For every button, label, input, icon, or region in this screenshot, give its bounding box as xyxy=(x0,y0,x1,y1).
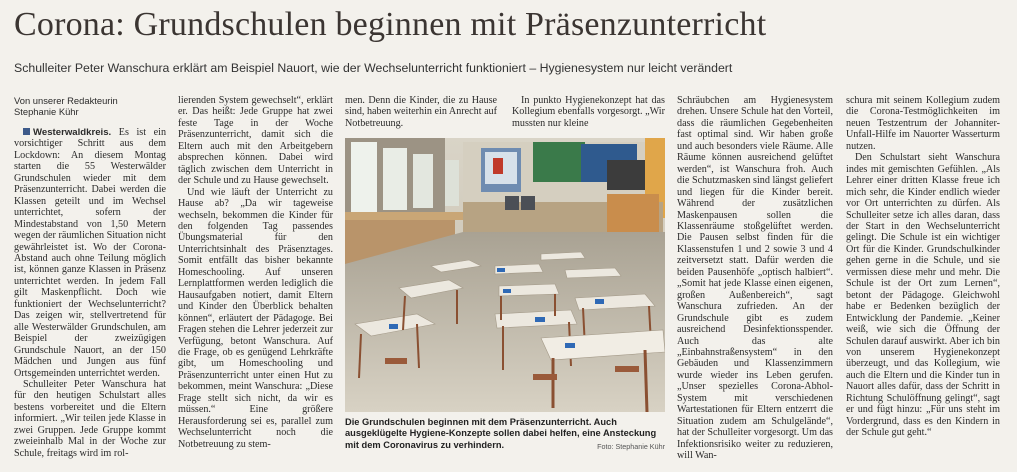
article-column-6 xyxy=(846,95,1000,467)
paragraph: Den Schulstart sieht Wanschura indes mit gemischten Gefühlen. „Als Lehrer einer dritten Klasse freue ich mich sehr, die Kinder endlich wieder vor Ort unterrichten zu dürfen. Als Schulleiter setze ich alles daran, dass der Start in den Wechselunterricht gelingt. Die Schule ist ein wichtiger Ort für die Kinder. Grundschulkinder gehen gerne in die Schule, und sie vermissen diese mehr und mehr. Die Schule ist der Ort zum Lernen“, betont der Pädagoge. Gleichwohl habe er Bedenken bezüglich der Entwicklung der Pandemie. „Keiner weiß, wie sich die Öffnung der Schulen darauf auswirkt. Aber ich bin von unserem Hygienekonzept überzeugt, und das Kollegium, wie auch die Eltern und die Kinder tun in Nauort alles dafür, dass der Schritt in Richtung Schulöffnung gelingt“, sagt er und fügt hinzu: „Für uns steht im Vordergrund, dass es den Kindern in der Schule gut geht.“ xyxy=(846,152,1000,439)
photo-credit: Foto: Stephanie Kühr xyxy=(597,441,665,451)
byline-author: Stephanie Kühr xyxy=(14,106,79,117)
paragraph: men. Denn die Kinder, die zu Hause sind, haben weiterhin ein Anrecht auf Notbetreuung. xyxy=(345,95,497,129)
subheadline: Schulleiter Peter Wanschura erklärt am Beispiel Nauort, wie der Wechselunterricht funktioniert – Hygienesystem nur leicht verändert xyxy=(14,61,733,75)
photo-caption-text: Die Grundschulen beginnen mit dem Präsenzunterricht. Auch ausgeklügelte Hygiene-Konzepte sollen dabei helfen, eine Ansteckung mit dem Coronavirus zu verhindern. xyxy=(345,417,657,450)
paragraph: Schulleiter Peter Wanschura hat für den heutigen Schulstart alles bestens vorbereitet und die Eltern informiert. „Wir teilen jede Klasse in zwei Gruppen. Jede Gruppe kommt zweieinhalb Mal in der Woche zur Schule, freitags wird im rol- xyxy=(14,378,166,459)
article-column-4-top xyxy=(512,95,665,135)
byline xyxy=(14,95,166,117)
article-column-3-top xyxy=(345,95,497,135)
paragraph: In punkto Hygienekonzept hat das Kollegium ebenfalls vorgesorgt. „Wir mussten nur kleine xyxy=(512,95,665,129)
article-column-5 xyxy=(677,95,833,467)
classroom-photo xyxy=(345,138,665,412)
article-column-1 xyxy=(14,95,166,467)
classroom-photo-image xyxy=(345,138,665,412)
paragraph: lierenden System gewechselt“, erklärt er. Das heißt: Jede Gruppe hat zwei feste Tage in der Woche Präsenzunterricht, damit sich die Eltern auch mit den Arbeitgebern absprechen können. Dabei wird täglich zwischen dem Unterricht in der Schule und zu Hause gewechselt. xyxy=(178,95,333,187)
location-square-icon xyxy=(23,128,30,135)
lead-paragraph xyxy=(14,127,166,379)
location-tag: Westerwaldkreis. xyxy=(33,127,112,138)
byline-line-1: Von unserer Redakteurin xyxy=(14,95,118,106)
paragraph: Schräubchen am Hygienesystem drehen. Unsere Schule hat den Vorteil, dass die räumlichen Gegebenheiten fast optimal sind. Wir haben große und auch besonders viele Räume. Alle Räume können ausreichend gelüftet werden“, ist Wanschura froh. Auch die Schutzmasken sind längst geliefert und liegen für die Kinder bereit. Während der zusätzlichen Maskenpausen sollen die Klassenräume stoßgelüftet werden. Die Pausen selbst finden für die Klassenstufen 1 und 2 sowie 3 und 4 zeitversetzt statt. Dafür werden die beiden Pausenhöfe „optisch halbiert“. „Somit hat jede Klasse einen eigenen, großen Außenbereich“, sagt Wanschura zufrieden. An der Grundschule gibt es zudem ausreichend Desinfektionsspender. Auch das alte „Einbahnstraßensystem“ in den Gebäuden und Klassenzimmern wurde wieder ins Leben gerufen. „Unser spezielles Corona-Abhol-System mit verschiedenen Wartestationen für Eltern entzerrt die Situation zudem am Schulgelände“, hat der Schulleiter vorgesorgt. Um das Infektionsrisiko weiter zu reduzieren, will Wan- xyxy=(677,95,833,462)
photo-caption xyxy=(345,417,665,452)
paragraph: schura mit seinem Kollegium zudem die Corona-Testmöglichkeiten im neuen Testzentrum der Johanniter-Unfall-Hilfe im Nauorter Wasserturm nutzen. xyxy=(846,95,1000,152)
headline: Corona: Grundschulen beginnen mit Präsenzunterricht xyxy=(14,6,767,43)
article-column-2 xyxy=(178,95,333,467)
paragraph: Und wie läuft der Unterricht zu Hause ab? „Da wir tageweise wechseln, bekommen die Kinder für den folgenden Tag passendes Übungsmaterial für den Unterrichtsinhalt des Präsenztages. Somit entfällt das bisher bekannte Homeschooling. Auf unseren Lernplattformen werden lediglich die Hausaufgaben notiert, damit Eltern und Kinder den Überblick behalten können“, erläutert der Pädagoge. Bei Fragen stehen die Lehrer jederzeit zur Verfügung, betont Wanschura. Auf die Frage, ob es genügend Lehrkräfte gibt, um Homeschooling und Präsenzunterricht unter einen Hut zu bekommen, meint Wanschura: „Diese Frage stellt sich nicht, da wir es müssen.“ Eine größere Herausforderung sei es, parallel zum Wechselunterricht noch die Notbetreuung zu stem- xyxy=(178,186,333,450)
paragraph-text: Es ist ein vorsichtiger Schritt aus dem Lockdown: An diesem Montag starten die 55 Westerwälder Grundschulen wieder mit dem Präsenzunterricht. Dabei werden die Klassen geteilt und im Wechsel unterrichtet, sofern der Mindestabstand von 1,50 Metern wegen der räumlichen Situation nicht gewährleistet ist. Wo der Corona-Abstand auch ohne Teilung möglich ist, können ganze Klassen in Präsenz unterrichtet werden. In jedem Fall gilt Maskenpflicht. Doch wie funktioniert der Wechselunterricht? Das zeigen wir, stellvertretend für alle Westerwälder Grundschulen, am Beispiel der zweizügigen Grundschule Nauort, an der 150 Mädchen und Jungen aus fünf Ortsgemeinden unterrichtet werden. xyxy=(14,127,166,379)
